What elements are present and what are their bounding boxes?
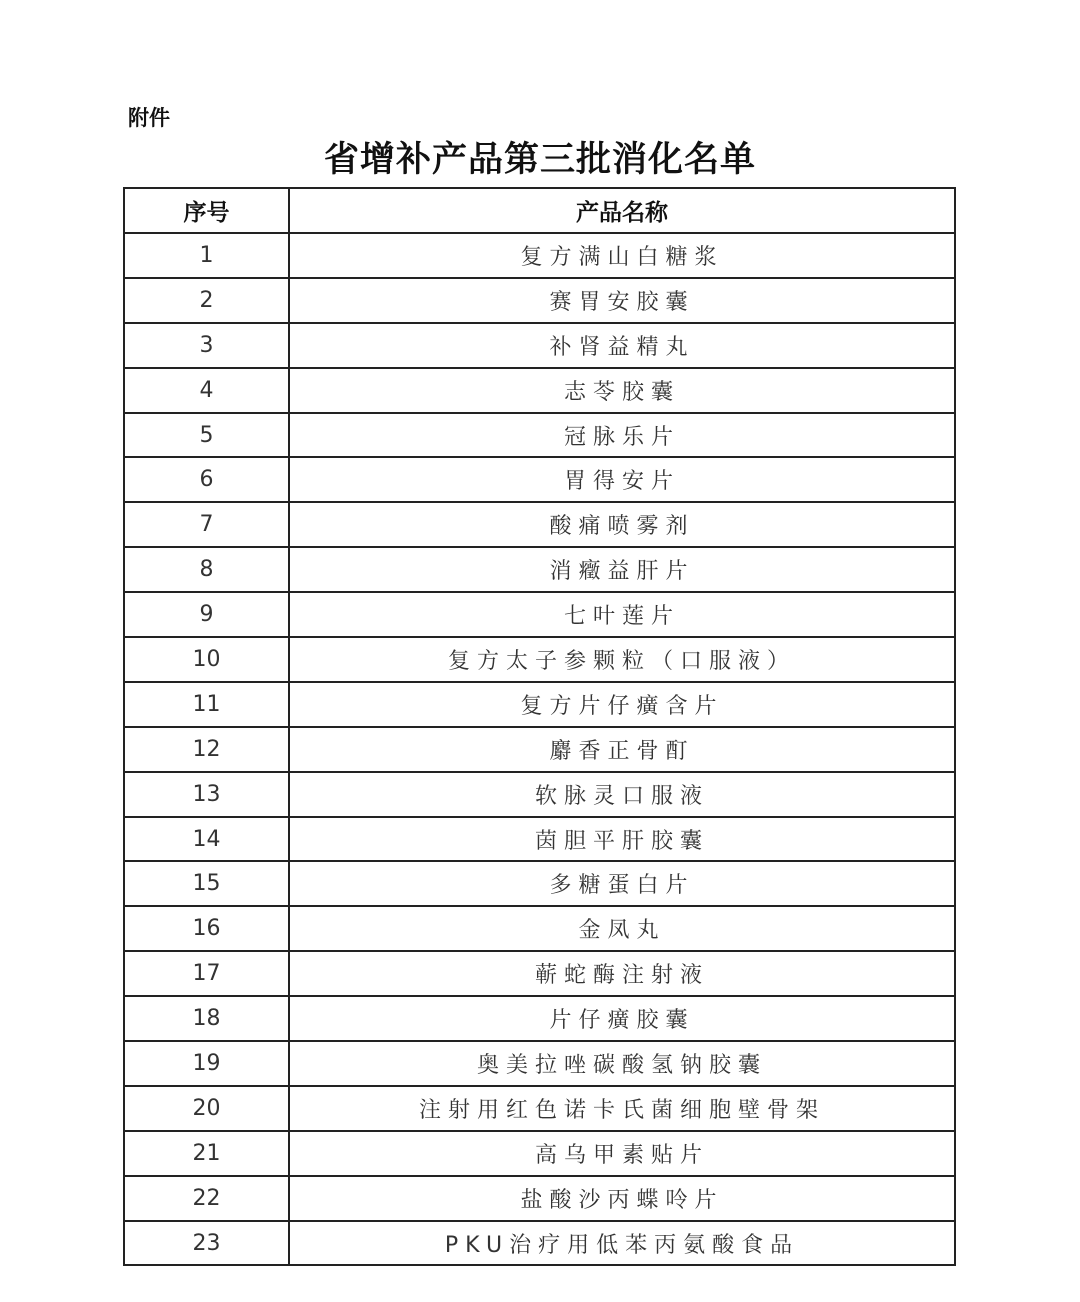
product-name-cell: 片仔癀胶囊 <box>289 996 955 1041</box>
table-row <box>124 368 955 413</box>
table-row <box>124 727 955 772</box>
serial-number-cell: 4 <box>124 368 289 413</box>
table-header-row <box>124 188 955 233</box>
header-serial-number: 序号 <box>124 188 289 233</box>
serial-number-cell: 8 <box>124 547 289 592</box>
product-name-cell: 奥美拉唑碳酸氢钠胶囊 <box>289 1041 955 1086</box>
serial-number-cell: 11 <box>124 682 289 727</box>
table-row <box>124 772 955 817</box>
serial-number-cell: 14 <box>124 817 289 862</box>
product-name-cell: 复方太子参颗粒（口服液） <box>289 637 955 682</box>
table-row <box>124 817 955 862</box>
table-row <box>124 502 955 547</box>
table-row <box>124 906 955 951</box>
product-name-cell: 多糖蛋白片 <box>289 861 955 906</box>
table-row <box>124 233 955 278</box>
product-name-cell: 冠脉乐片 <box>289 413 955 458</box>
table-row <box>124 861 955 906</box>
product-name-cell: 金凤丸 <box>289 906 955 951</box>
product-name-cell: 高乌甲素贴片 <box>289 1131 955 1176</box>
table-row <box>124 413 955 458</box>
table-body <box>124 233 955 1265</box>
table-row <box>124 1086 955 1131</box>
serial-number-cell: 5 <box>124 413 289 458</box>
product-name-cell: 软脉灵口服液 <box>289 772 955 817</box>
serial-number-cell: 13 <box>124 772 289 817</box>
table-row <box>124 547 955 592</box>
table-row <box>124 1131 955 1176</box>
product-name-cell: 蕲蛇酶注射液 <box>289 951 955 996</box>
serial-number-cell: 16 <box>124 906 289 951</box>
table-row <box>124 1176 955 1221</box>
serial-number-cell: 20 <box>124 1086 289 1131</box>
attachment-label: 附件 <box>128 106 170 130</box>
serial-number-cell: 15 <box>124 861 289 906</box>
product-name-cell: 七叶莲片 <box>289 592 955 637</box>
serial-number-cell: 9 <box>124 592 289 637</box>
product-name-cell: 盐酸沙丙蝶呤片 <box>289 1176 955 1221</box>
table-row <box>124 637 955 682</box>
serial-number-cell: 21 <box>124 1131 289 1176</box>
serial-number-cell: 6 <box>124 457 289 502</box>
product-name-cell: PKU治疗用低苯丙氨酸食品 <box>289 1221 955 1266</box>
table-row <box>124 323 955 368</box>
document-title: 省增补产品第三批消化名单 <box>323 139 756 180</box>
table-row <box>124 457 955 502</box>
serial-number-cell: 3 <box>124 323 289 368</box>
serial-number-cell: 2 <box>124 278 289 323</box>
header-product-name: 产品名称 <box>289 188 955 233</box>
table-row <box>124 592 955 637</box>
table-row <box>124 1221 955 1266</box>
product-name-cell: 茵胆平肝胶囊 <box>289 817 955 862</box>
product-name-cell: 复方满山白糖浆 <box>289 233 955 278</box>
serial-number-cell: 23 <box>124 1221 289 1266</box>
serial-number-cell: 17 <box>124 951 289 996</box>
serial-number-cell: 10 <box>124 637 289 682</box>
product-name-cell: 注射用红色诺卡氏菌细胞壁骨架 <box>289 1086 955 1131</box>
serial-number-cell: 18 <box>124 996 289 1041</box>
product-name-cell: 消癥益肝片 <box>289 547 955 592</box>
serial-number-cell: 22 <box>124 1176 289 1221</box>
product-name-cell: 麝香正骨酊 <box>289 727 955 772</box>
table-row <box>124 996 955 1041</box>
product-name-cell: 胃得安片 <box>289 457 955 502</box>
product-table <box>123 187 956 1266</box>
product-name-cell: 补肾益精丸 <box>289 323 955 368</box>
table-row <box>124 1041 955 1086</box>
table-row <box>124 951 955 996</box>
product-name-cell: 复方片仔癀含片 <box>289 682 955 727</box>
product-name-cell: 酸痛喷雾剂 <box>289 502 955 547</box>
serial-number-cell: 12 <box>124 727 289 772</box>
serial-number-cell: 1 <box>124 233 289 278</box>
table-row <box>124 682 955 727</box>
serial-number-cell: 7 <box>124 502 289 547</box>
table-row <box>124 278 955 323</box>
product-name-cell: 赛胃安胶囊 <box>289 278 955 323</box>
serial-number-cell: 19 <box>124 1041 289 1086</box>
product-name-cell: 志苓胶囊 <box>289 368 955 413</box>
